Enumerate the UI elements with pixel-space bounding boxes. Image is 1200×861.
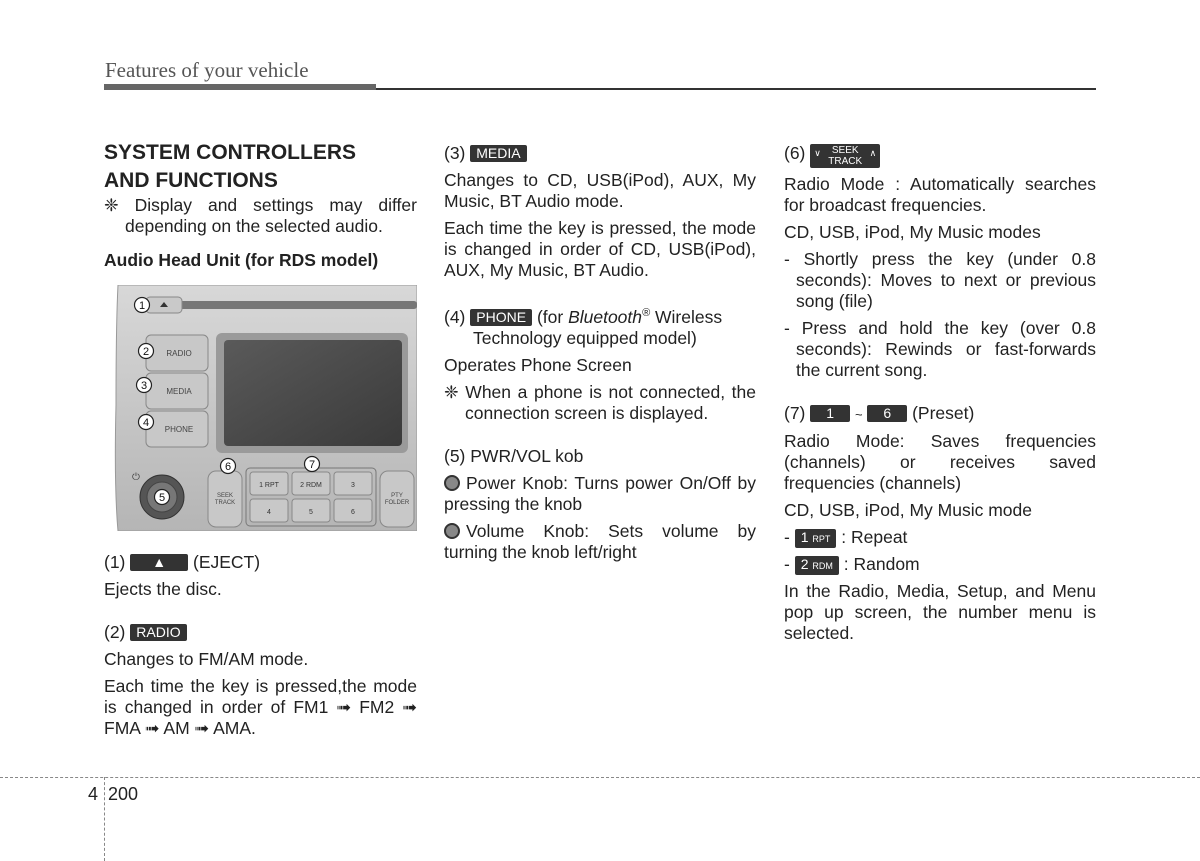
callout-number: 6: [224, 461, 232, 473]
pty-folder-key: [380, 471, 414, 527]
power-knob-desc: Power Knob: Turns power On/Off by pressing the knob: [444, 472, 756, 514]
item-phone: (4) PHONE (for Bluetooth® Wireless: [444, 306, 723, 327]
eject-button-icon: ▲: [130, 554, 188, 571]
radio-key-label: RADIO: [166, 349, 192, 358]
preset-key-label: 2 RDM: [300, 482, 322, 489]
number-menu-note: In the Radio, Media, Setup, and Menu pop up screen, the number menu is selected.: [784, 581, 1096, 643]
column-left-lower: [104, 552, 417, 739]
track-label: TRACK: [214, 500, 236, 506]
pty-label: PTY: [391, 493, 403, 499]
footer-rule: [0, 777, 1200, 778]
random-item: - 2 RDM : Random: [784, 554, 920, 574]
item-media: (3) MEDIA: [444, 143, 756, 164]
chevron-down-icon: ∨: [814, 148, 821, 158]
media-desc-1: Changes to CD, USB(iPod), AUX, My Music, BT Audio mode.: [444, 170, 756, 211]
callout-number: 5: [158, 492, 166, 504]
phone-button-icon: PHONE: [470, 309, 532, 326]
column-left: [104, 139, 417, 271]
media-desc-2: Each time the key is pressed, the mode is changed in order of CD, USB(iPod), AUX, My Music, BT Audio.: [444, 218, 756, 280]
preset-key-label: 3: [351, 482, 355, 489]
column-middle: [444, 143, 756, 563]
audio-head-unit-illustration: [104, 285, 417, 531]
display-note: ❈ Display and settings may differ depending on the selected audio.: [104, 195, 417, 236]
knob-icon: [444, 475, 460, 491]
note-mark: ❈: [104, 195, 119, 215]
seek-hold-press: - Press and hold the key (over 0.8 seconds): Rewinds or fast-forwards the current song.: [784, 318, 1096, 380]
section-title-line2: AND FUNCTIONS: [104, 169, 278, 192]
item-preset: (7) 1 ~ 6 (Preset): [784, 403, 975, 423]
radio-desc-1: Changes to FM/AM mode.: [104, 649, 309, 669]
repeat-item: - 1 RPT : Repeat: [784, 527, 908, 547]
callout-number: 1: [138, 300, 146, 312]
callout-number: 4: [142, 417, 150, 429]
volume-knob-desc: Volume Knob: Sets volume by turning the knob left/right: [444, 520, 756, 562]
preset-key-label: 4: [267, 509, 271, 516]
preset-key-label: 5: [309, 509, 313, 516]
phone-note: ❈ When a phone is not connected, the connection screen is displayed.: [444, 381, 756, 423]
knob-icon: [444, 523, 460, 539]
svg-text:⏻: ⏻: [132, 472, 140, 483]
folder-label: FOLDER: [384, 500, 410, 506]
preset-radio-desc: Radio Mode: Saves frequencies (channels) or receives saved frequencies (channels): [784, 431, 1096, 493]
phone-desc: Operates Phone Screen: [444, 354, 632, 375]
eject-desc: Ejects the disc.: [104, 579, 222, 599]
preset-key-label: 6: [351, 509, 355, 516]
seek-modes: CD, USB, iPod, My Music modes: [784, 222, 1041, 242]
header-rule: [376, 88, 1096, 90]
item-seek-track: (6) ∨ SEEK TRACK ∧: [784, 143, 1096, 168]
callout-number: 2: [142, 346, 150, 358]
column-right: [784, 143, 1096, 644]
seek-short-press: - Shortly press the key (under 0.8 seconds): Moves to next or previous song (file): [784, 249, 1096, 311]
seek-track-key: [208, 471, 242, 527]
pwr-vol-title: (5) PWR/VOL kob: [444, 445, 584, 466]
chevron-up-icon: ∧: [869, 148, 877, 158]
audio-head-unit-subtitle: Audio Head Unit (for RDS model): [104, 250, 379, 270]
preset-modes: CD, USB, iPod, My Music mode: [784, 500, 1032, 520]
item-radio: (2) RADIO: [104, 622, 417, 643]
item-eject: (1) ▲ (EJECT): [104, 552, 261, 572]
preset-key-label: 1 RPT: [259, 482, 279, 489]
radio-button-icon: RADIO: [130, 624, 186, 641]
callout-number: 7: [308, 459, 316, 471]
radio-desc-2: Each time the key is pressed,the mode is changed in order of FM1 ➟ FM2 ➟ FMA ➟ AM ➟ AMA.: [104, 676, 417, 738]
header-bar: [104, 84, 376, 90]
seek-track-button-icon: ∨ SEEK TRACK ∧: [810, 144, 880, 168]
callout-number: 3: [140, 380, 148, 392]
page-header-title: Features of your vehicle: [105, 58, 309, 82]
media-button-icon: MEDIA: [470, 145, 526, 162]
seek-radio-desc: Radio Mode : Automatically searches for broadcast frequencies.: [784, 174, 1096, 215]
seek-label: SEEK: [216, 493, 234, 499]
page-number: 4 200: [88, 784, 139, 804]
media-key-label: MEDIA: [166, 387, 192, 396]
display-screen: [224, 340, 402, 446]
preset-6-button-icon: 6: [867, 405, 907, 422]
phone-key-label: PHONE: [164, 425, 194, 434]
preset-1-button-icon: 1: [810, 405, 850, 422]
rpt-button-icon: 1 RPT: [795, 529, 837, 548]
rdm-button-icon: 2 RDM: [795, 556, 839, 575]
section-title-line1: SYSTEM CONTROLLERS: [104, 141, 357, 164]
phone-line2: Technology equipped model): [473, 327, 697, 348]
